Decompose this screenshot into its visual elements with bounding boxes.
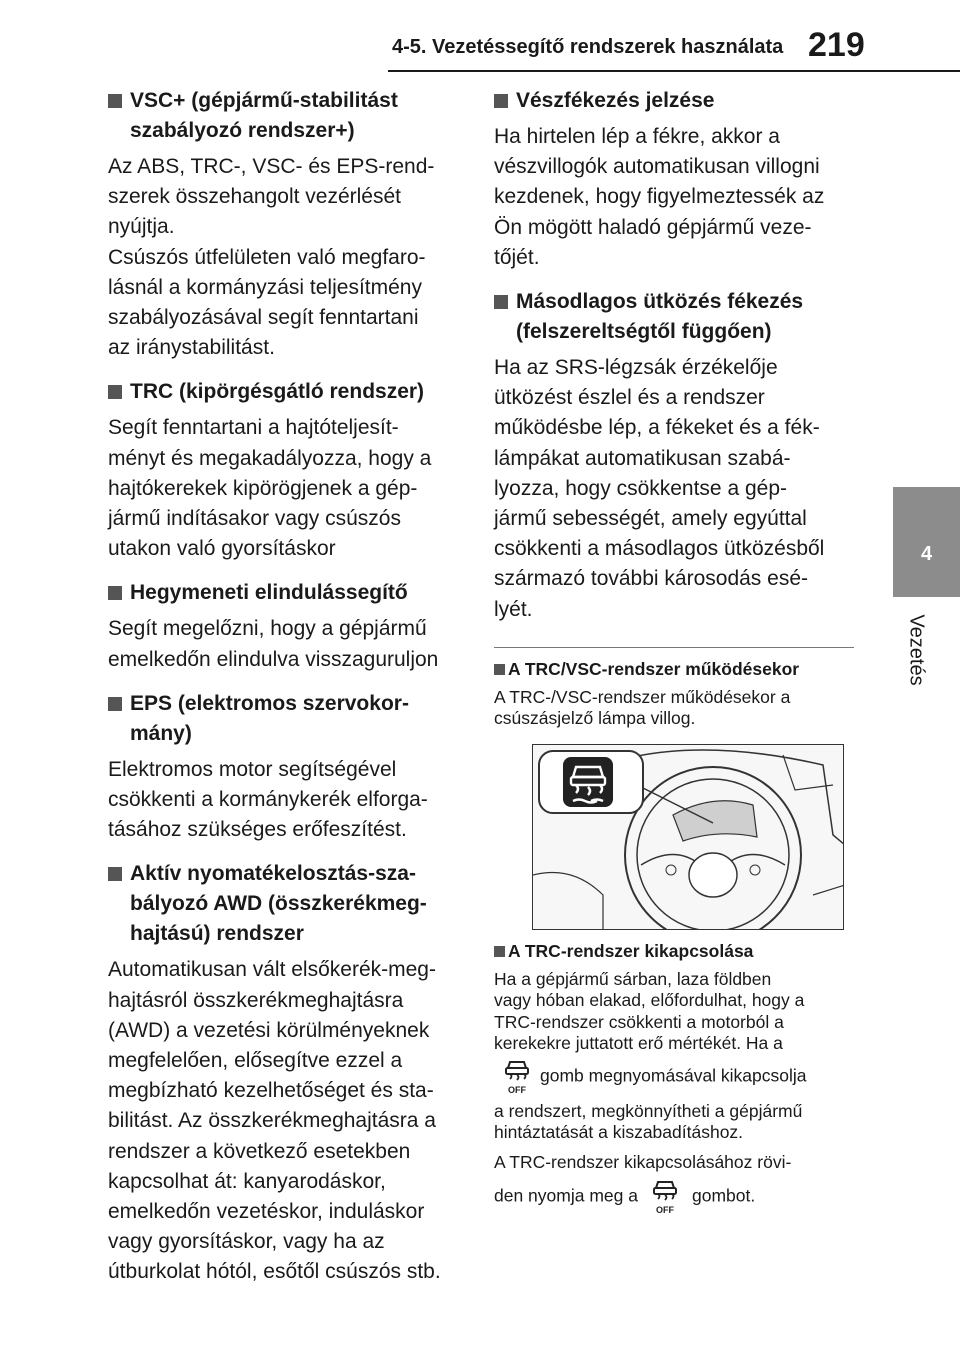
text-line: kezdenek, hogy figyelmeztessék az: [494, 185, 825, 209]
text-line: lásnál a kormányzási teljesítmény: [108, 275, 422, 299]
dashboard-illustration: [532, 744, 844, 930]
section-heading: Hegymeneti elindulássegítő: [108, 578, 464, 608]
right-column: [494, 86, 854, 1215]
text-line-with-icon: [494, 1179, 854, 1215]
section-heading: [108, 86, 464, 146]
left-column: [108, 86, 464, 1288]
section-body: [494, 122, 854, 273]
section-emergency-brake-signal: [494, 86, 854, 273]
text-line: Segít megelőzni, hogy a gépjármű: [108, 617, 427, 641]
text-line: hajtókerekek kipörögjenek a gép-: [108, 476, 418, 500]
text-line: vagy hóban elakad, előfordulhat, hogy a: [494, 990, 805, 1011]
text-line: csúszásjelző lámpa villog.: [494, 708, 696, 729]
text-line: a rendszert, megkönnyítheti a gépjármű: [494, 1100, 803, 1121]
text-line: megbízható kezelhetőséget és sta-: [108, 1079, 434, 1103]
page-header: [0, 0, 960, 80]
text-line: kapcsolhat át: kanyarodáskor,: [108, 1169, 386, 1193]
text-line: megfelelően, elősegítve ezzel a: [108, 1049, 403, 1073]
section-hill-start: [108, 578, 464, 674]
heading-line: szabályozó rendszer+): [130, 119, 355, 142]
text-fragment: den nyomja meg a: [494, 1185, 638, 1206]
section-body: [108, 955, 464, 1287]
heading-line: Aktív nyomatékelosztás-sza-: [130, 862, 416, 886]
trc-off-icon: [500, 1059, 534, 1095]
heading-line: (felszereltségtől függően): [516, 320, 772, 344]
text-line: emelkedőn vezetéskor, induláskor: [108, 1200, 425, 1224]
text-line: Automatikusan vált elsőkerék-meg-: [108, 958, 436, 982]
text-line: A TRC-rendszer kikapcsolásához rövi-: [494, 1151, 792, 1172]
section-heading: [108, 689, 464, 749]
text-line: útburkolat hótól, esőtől csúszós stb.: [108, 1260, 441, 1284]
section-secondary-collision: [494, 287, 854, 625]
text-line: Elektromos motor segítségével: [108, 757, 397, 781]
heading-line: bályozó AWD (összkerékmeg-: [130, 892, 427, 916]
section-body: [108, 614, 464, 674]
note-divider: [494, 647, 854, 648]
text-line: Csúszós útfelületen való megfaro-: [108, 245, 426, 269]
chapter-tab: [893, 487, 960, 597]
text-line: (AWD) a vezetési körülményeknek: [108, 1018, 430, 1042]
text-line: lyét.: [494, 597, 533, 621]
text-line: rendszer a következő esetekben: [108, 1139, 411, 1163]
svg-text:OFF: OFF: [655, 1205, 674, 1216]
text-line: működésbe lép, a fékeket és a fék-: [494, 416, 820, 440]
text-line: hajtásról összkerékmeghajtásra: [108, 988, 404, 1012]
steering-wheel-illustration: [533, 745, 844, 930]
svg-text:OFF: OFF: [508, 1084, 526, 1095]
text-line: kerekekre juttatott erő mértékét. Ha a: [494, 1033, 783, 1054]
text-line: tőjét.: [494, 245, 540, 269]
section-title: 4-5. Vezetéssegítő rendszerek használata: [392, 36, 784, 58]
section-awd: [108, 859, 464, 1287]
section-body: [108, 152, 464, 363]
note-body: [494, 687, 854, 730]
text-line: az iránystabilitást.: [108, 336, 275, 360]
note-heading: A TRC-rendszer kikapcsolása: [494, 940, 854, 963]
text-line: A TRC-/VSC-rendszer működésekor a: [494, 686, 791, 707]
text-fragment: gomb megnyomásával kikapcsolja: [540, 1065, 807, 1086]
text-line: lámpákat automatikusan szabá-: [494, 446, 791, 470]
header-rule: [388, 70, 960, 72]
section-eps: [108, 689, 464, 846]
section-body: [494, 353, 854, 625]
note-trc-off: [494, 940, 854, 1216]
text-line: Segít fenntartani a hajtóteljesít-: [108, 416, 399, 440]
heading-line: hajtású) rendszer: [130, 922, 304, 946]
section-body: [108, 413, 464, 564]
section-vsc: [108, 86, 464, 363]
section-heading: [494, 287, 854, 347]
chapter-number: 4: [920, 543, 933, 565]
text-line: TRC-rendszer csökkenti a motorból a: [494, 1011, 784, 1032]
text-line: szerek összehangolt vezérlését: [108, 185, 401, 209]
note-heading: A TRC/VSC-rendszer működésekor: [494, 658, 854, 681]
chapter-label: Vezetés: [905, 614, 928, 686]
note-body: [494, 969, 854, 1216]
text-line: Ön mögött haladó gépjármű veze-: [494, 215, 812, 239]
text-line: származó további károsodás esé-: [494, 567, 808, 591]
heading-line: mány): [130, 721, 192, 745]
text-line: jármű indításakor vagy csúszós: [108, 507, 401, 531]
heading-line: EPS (elektromos szervokor-: [130, 691, 409, 715]
page-number: 219: [808, 26, 865, 64]
text-line: nyújtja.: [108, 215, 175, 239]
note-trc-vsc-operation: [494, 658, 854, 730]
text-line: csökkenti a másodlagos ütközésből: [494, 537, 825, 561]
heading-line: Másodlagos ütközés fékezés: [516, 290, 804, 314]
text-line: jármű sebességét, amely egyúttal: [494, 507, 807, 531]
text-line: csökkenti a kormánykerék elforga-: [108, 788, 428, 812]
section-heading: Vészfékezés jelzése: [494, 86, 854, 116]
text-line: lyozza, hogy csökkentse a gép-: [494, 476, 787, 500]
text-line-with-icon: [494, 1059, 854, 1095]
text-fragment: gombot.: [691, 1185, 756, 1206]
section-body: [108, 755, 464, 846]
text-line: Az ABS, TRC-, VSC- és EPS-rend-: [108, 155, 435, 178]
text-line: szabályozásával segít fenntartani: [108, 306, 419, 330]
trc-off-icon: [648, 1179, 682, 1215]
text-line: Ha az SRS-légzsák érzékelője: [494, 356, 778, 380]
text-line: utakon való gyorsításkor: [108, 537, 336, 561]
text-line: emelkedőn elindulva visszaguruljon: [108, 647, 439, 671]
text-line: tásához szükséges erőfeszítést.: [108, 818, 407, 842]
text-line: ütközést észlel és a rendszer: [494, 386, 765, 410]
text-line: ményt és megakadályozza, hogy a: [108, 446, 432, 470]
text-line: Ha a gépjármű sárban, laza földben: [494, 968, 772, 989]
text-line: hintáztatását a kiszabadításhoz.: [494, 1122, 744, 1143]
section-heading: TRC (kipörgésgátló rendszer): [108, 377, 464, 407]
text-line: bilitást. Az összkerékmeghajtásra a: [108, 1109, 436, 1133]
heading-line: VSC+ (gépjármű-stabilitást: [130, 89, 398, 112]
text-line: vagy gyorsításkor, vagy ha az: [108, 1230, 385, 1254]
text-line: vészvillogók automatikusan villogni: [494, 155, 820, 179]
text-line: Ha hirtelen lép a fékre, akkor a: [494, 125, 780, 148]
section-heading: [108, 859, 464, 949]
section-trc: [108, 377, 464, 564]
